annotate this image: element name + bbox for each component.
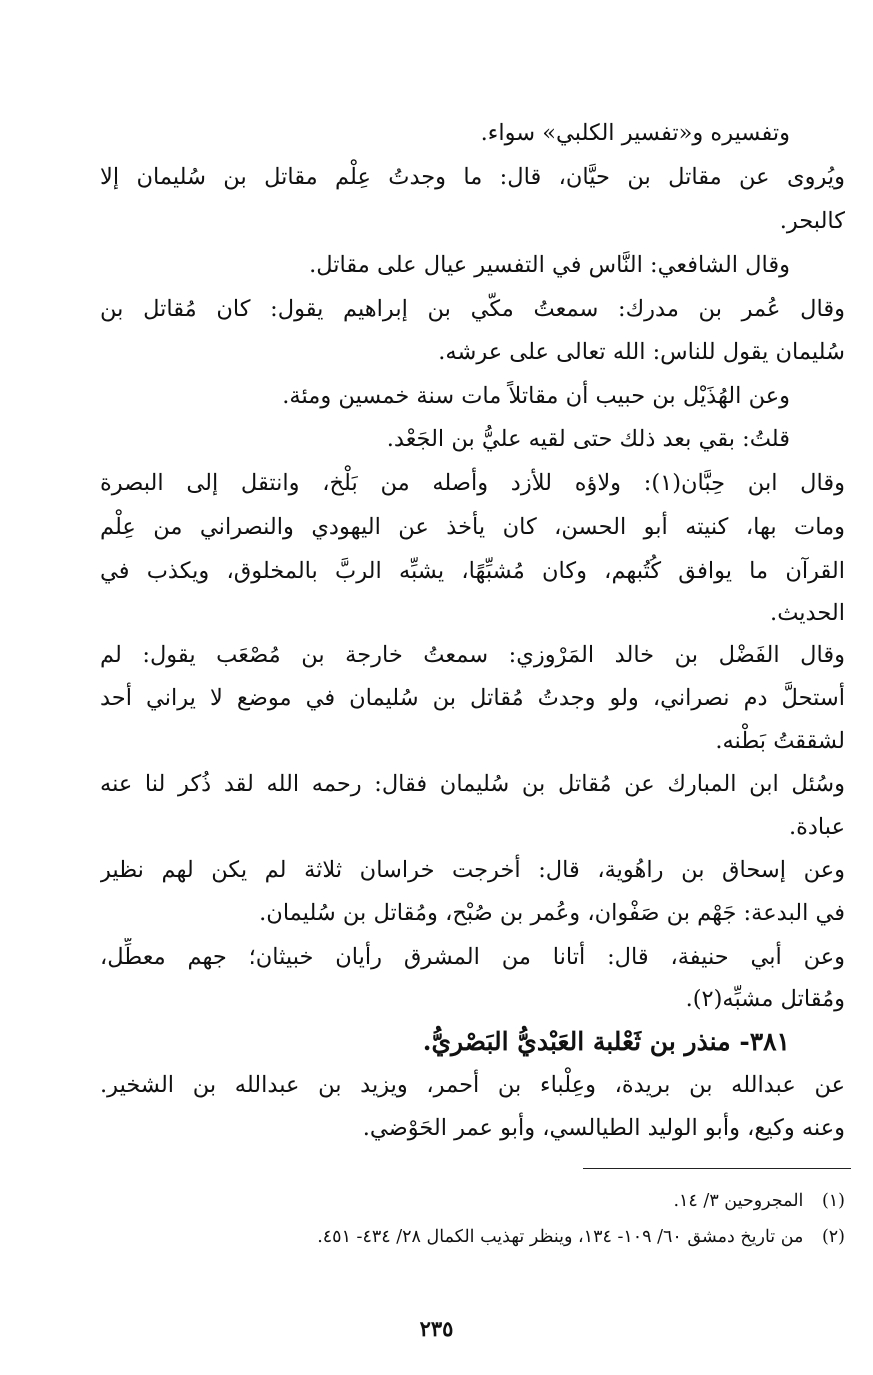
text-line: وعن أبي حنيفة، قال: أتانا من المشرق رأيان خبيثان؛ جهم معطِّل، [100, 944, 845, 970]
text-line: الحديث. [770, 600, 845, 626]
text-line: وعن إسحاق بن راهُوية، قال: أخرجت خراسان ثلاثة لم يكن لهم نظير [100, 857, 845, 883]
text-line: وعنه وكيع، وأبو الوليد الطيالسي، وأبو عمر الحَوْضي. [362, 1115, 845, 1141]
entry-heading: ٣٨١- منذر بن ثَعْلبة العَبْديُّ البَصْريُّ. [422, 1027, 790, 1056]
footnote-text: المجروحين ٣/ ١٤. [673, 1191, 804, 1211]
footnote [100, 1222, 845, 1252]
text-line: وقال الشافعي: النَّاس في التفسير عيال على مقاتل. [309, 252, 790, 278]
footnote-divider [583, 1168, 851, 1169]
text-line: القرآن ما يوافق كُتُبهم، وكان مُشبِّهًا، يشبِّه الربَّ بالمخلوق، ويكذب في [100, 558, 845, 584]
text-line: ويُروى عن مقاتل بن حيَّان، قال: ما وجدتُ عِلْم مقاتل بن سُليمان إلا [100, 164, 845, 190]
footnote-text: من تاريخ دمشق ٦٠/ ١٠٩- ١٣٤، وينظر تهذيب الكمال ٢٨/ ٤٣٤- ٤٥١. [317, 1227, 804, 1247]
text-line: أستحلَّ دم نصراني، ولو وجدتُ مُقاتل بن سُليمان في موضع لا يراني أحد [100, 685, 845, 711]
text-line: لشققتُ بَطْنه. [715, 728, 845, 754]
text-line: وقال ابن حِبَّان(١): ولاؤه للأزد وأصله من بَلْخ، وانتقل إلى البصرة [100, 470, 845, 496]
text-line: ومات بها، كنيته أبو الحسن، كان يأخذ عن اليهودي والنصراني من عِلْم [100, 514, 845, 540]
footnote [100, 1186, 845, 1216]
text-line: وتفسيره و«تفسير الكلبي» سواء. [480, 120, 790, 146]
footnote-number: (١) [821, 1191, 845, 1211]
text-line: كالبحر. [779, 208, 845, 234]
text-line: وقال عُمر بن مدرك: سمعتُ مكّي بن إبراهيم يقول: كان مُقاتل بن [100, 296, 845, 322]
text-line: وقال الفَضْل بن خالد المَرْوزي: سمعتُ خارجة بن مُصْعَب يقول: لم [100, 642, 845, 668]
text-line: وعن الهُذَيْل بن حبيب أن مقاتلاً مات سنة خمسين ومئة. [282, 383, 790, 409]
text-line: في البدعة: جَهْم بن صَفْوان، وعُمر بن صُبْح، ومُقاتل بن سُليمان. [259, 900, 845, 926]
text-line: سُليمان يقول للناس: الله تعالى على عرشه. [438, 339, 845, 365]
text-line: قلتُ: بقي بعد ذلك حتى لقيه عليُّ بن الجَعْد. [386, 426, 790, 452]
text-line: ومُقاتل مشبِّه(٢). [685, 986, 845, 1012]
text-line: عبادة. [788, 814, 845, 840]
text-line: وسُئل ابن المبارك عن مُقاتل بن سُليمان فقال: رحمه الله لقد ذُكر لنا عنه [100, 771, 845, 797]
text-line: عن عبدالله بن بريدة، وعِلْباء بن أحمر، ويزيد بن عبدالله بن الشخير. [100, 1072, 845, 1098]
footnote-number: (٢) [821, 1227, 845, 1247]
page-number: ٢٣٥ [419, 1316, 454, 1341]
